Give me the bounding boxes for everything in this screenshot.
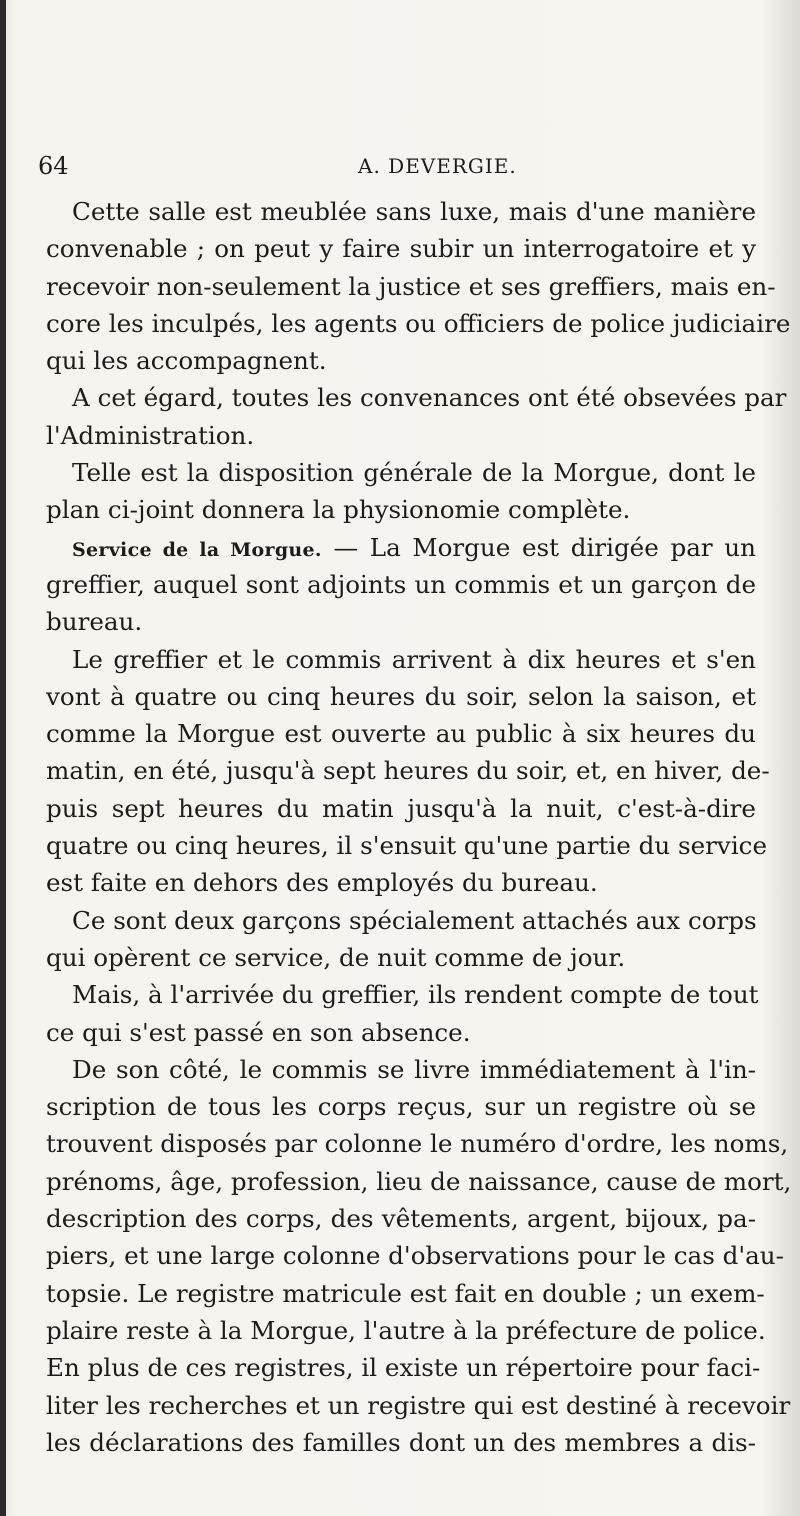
page-number: 64 bbox=[38, 152, 69, 180]
text-line: bureau. bbox=[46, 607, 143, 637]
text-line: Cette salle est meublée sans luxe, mais d'une manière bbox=[72, 197, 756, 226]
text-line: De son côté, le commis se livre immédiatement à l'in- bbox=[72, 1054, 756, 1084]
text-line: piers, et une large colonne d'observations pour le cas d'au- bbox=[46, 1241, 784, 1271]
text-line: prénoms, âge, profession, lieu de naissance, cause de mort, bbox=[46, 1166, 792, 1196]
text-line: qui les accompagnent. bbox=[46, 346, 327, 376]
text-line: quatre ou cinq heures, il s'ensuit qu'une partie du service bbox=[46, 831, 768, 861]
text-line: plan ci-joint donnera la physionomie complète. bbox=[46, 495, 631, 525]
text-line: greffier, auquel sont adjoints un commis et un garçon de bbox=[46, 569, 756, 599]
text-line: Telle est la disposition générale de la Morgue, dont le bbox=[72, 458, 756, 488]
text-line: En plus de ces registres, il existe un répertoire pour faci- bbox=[46, 1353, 761, 1383]
text-line: scription de tous les corps reçus, sur un registre où se bbox=[46, 1092, 756, 1122]
text-line: recevoir non-seulement la justice et ses greffiers, mais en- bbox=[46, 271, 776, 301]
text-line: comme la Morgue est ouverte au public à six heures du bbox=[46, 719, 756, 749]
text-line: l'Administration. bbox=[46, 420, 255, 450]
running-head: A. DEVERGIE. bbox=[358, 154, 517, 178]
text-line: topsie. Le registre matricule est fait en double ; un exem- bbox=[46, 1278, 765, 1308]
text-line: Ce sont deux garçons spécialement attachés aux corps bbox=[72, 905, 757, 935]
text-line: vont à quatre ou cinq heures du soir, selon la saison, et bbox=[46, 681, 756, 711]
page-edge-shadow bbox=[0, 0, 6, 1516]
section-heading-line bbox=[46, 529, 756, 566]
text-line: les déclarations des familles dont un des membres a dis- bbox=[46, 1427, 756, 1457]
text-line: core les inculpés, les agents ou officiers de police judiciaire bbox=[46, 308, 791, 338]
text-line: matin, en été, jusqu'à sept heures du soir, et, en hiver, de- bbox=[46, 756, 770, 786]
text-line: A cet égard, toutes les convenances ont été obsevées par bbox=[72, 383, 787, 413]
page-header bbox=[38, 152, 758, 188]
text-line: description des corps, des vêtements, argent, bijoux, pa- bbox=[46, 1204, 756, 1234]
text-line: Le greffier et le commis arrivent à dix heures et s'en bbox=[72, 644, 756, 674]
text-line: ce qui s'est passé en son absence. bbox=[46, 1017, 471, 1047]
body-text bbox=[46, 193, 792, 1461]
text-line: plaire reste à la Morgue, l'autre à la préfecture de police. bbox=[46, 1315, 766, 1345]
text-line: qui opèrent ce service, de nuit comme de jour. bbox=[46, 942, 626, 972]
text-line: convenable ; on peut y faire subir un interrogatoire et y bbox=[46, 234, 756, 264]
text-line: puis sept heures du matin jusqu'à la nuit, c'est-à-dire bbox=[46, 793, 756, 823]
text-line: trouvent disposés par colonne le numéro d'ordre, les noms, bbox=[46, 1129, 789, 1159]
text-line: est faite en dehors des employés du bureau. bbox=[46, 868, 598, 898]
text-line: liter les recherches et un registre qui est destiné à recevoir bbox=[46, 1390, 791, 1420]
text-line: Mais, à l'arrivée du greffier, ils rendent compte de tout bbox=[72, 980, 759, 1010]
text-line: — La Morgue est dirigée par un bbox=[333, 532, 756, 562]
section-heading: Service de la Morgue. bbox=[72, 538, 322, 561]
